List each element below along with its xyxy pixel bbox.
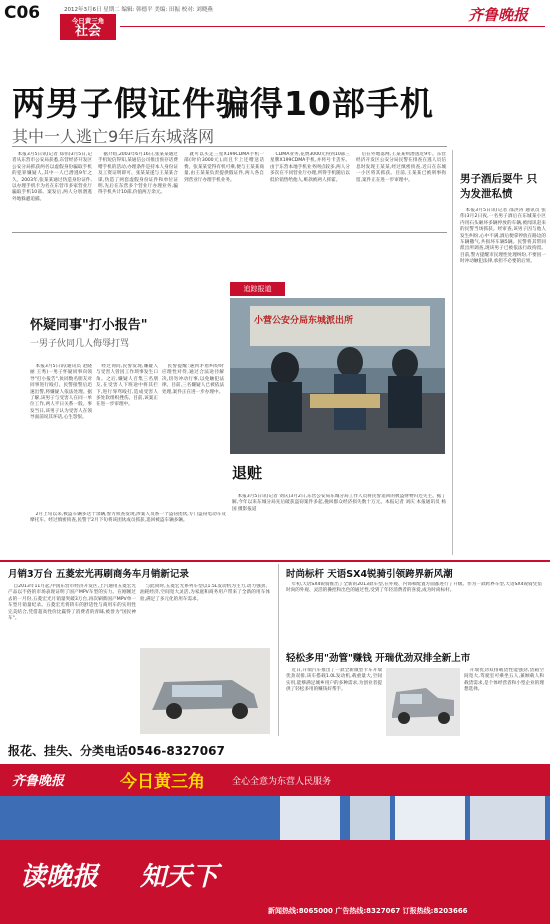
photo-side-text: 2月上旬以来,被盗车辆多达十余辆,警方侦查发现,涉案人员系一个盗窃团伙,专门盗窃电动车及摩托车。经过缜密侦查,民警于2月下旬将该团伙成员抓获,追回被盗车辆多辆。 bbox=[30, 512, 226, 524]
side-divider bbox=[452, 150, 453, 555]
second-headline: 怀疑同事"打小报告" bbox=[30, 318, 148, 333]
footer-hotlines: 新闻热线:8065000 广告热线:8327067 订报热线:8203666 bbox=[268, 907, 468, 915]
car-photo bbox=[140, 648, 270, 734]
bottom-right-body-2: 近日,开瑞汽车推出了一款全新微型卡车开瑞优劲双排,该车搭载1.0L发动机,载重量大,空间实用,能够满足城乡用户的多种需求,为创业者提供了轻松多用的赚钱好帮手。 bbox=[286, 668, 382, 693]
footer-slogan-left: 读晚报 bbox=[20, 862, 99, 892]
classified-ad-text: 报花、挂失、分类电话0546-8327067 bbox=[8, 744, 225, 758]
truck-photo bbox=[386, 668, 460, 736]
second-column-3: 民警提醒:遇到矛盾纠纷时应理性对待,通过合法途径解决,切勿冲动行事,以免触犯法律。目前,三名嫌疑人已被依法处理,案件正在进一步办理中。 bbox=[162, 364, 224, 395]
bottom-right-headline-1: 时尚标杆 天语SX4锐骑引领跨界新风潮 bbox=[286, 569, 453, 580]
lead-column-5: 后在外地落网,王某某则潜逃近9年。东营经济开发区公安分局民警在排查在逃人员信息时发现王某某,经过缜密侦查,近日在东城一小区将其抓获。目前,王某某已被刑事拘留,案件正在进一步审理中。 bbox=[356, 152, 446, 183]
lead-column-1: 本报3月5日讯(记者 郑伟)3月5日,记者从东营市公安局获悉,东营经济开发区公安分局抓获两名以虚假身份骗取手机的犯罪嫌疑人,其中一人已潜逃9年之久。2003年,张某某通过伪造身份证件,以办理手机卡为名在东营市多家营业厅骗取手机10部。案发后,两人分别潜逃外地躲避追捕。 bbox=[12, 152, 92, 202]
section-top-label: 今日黄三角 bbox=[71, 17, 105, 25]
bottom-left-body: 自2013年11月起,中国东营市经济开发区,上汽通用五菱宏光产品以不俗的市场表现证明了国产MPV车型的实力。在刚刚过去的一月份,五菱宏光月销量突破3万台,再次刷新国产MPV单一车型月销量纪录。五菱宏光将轿车的舒适性与商用车的实用性完美结合,凭借超高性价比赢得了消费者的青睐,被誉为"国民神车"。 bbox=[8, 584, 136, 622]
footer-slogan: 全心全意为东营人民服务 bbox=[232, 777, 332, 787]
bottom-right-body-3: 开瑞优劲双排载货性能强劲,货箱空间宽大,驾驶室可乘坐五人,兼顾载人和载货需求,是个体经营者和小型企业的理想选择。 bbox=[464, 668, 544, 693]
issue-meta: 2012年3月6日 星期二 编辑: 韩德平 美编: 田振 校对: 刘晓燕 bbox=[64, 7, 213, 13]
second-column-2: 经过询问,民警发现,嫌疑人与受害人曾因工作琐事发生口角。之后,嫌疑人召集三名朋友,在受害人下班途中将其拦下,进行辱骂殴打,造成受害人多处软组织挫伤。目前,该案正在进一步审理中。 bbox=[96, 364, 158, 408]
lead-rule bbox=[12, 146, 447, 147]
photo-building-text: 小营公安分局东城派出所 bbox=[254, 316, 354, 326]
footer-logo: 齐鲁晚报 bbox=[12, 774, 65, 789]
page-number: C06 bbox=[4, 3, 41, 23]
header-rule bbox=[120, 26, 545, 27]
second-rule bbox=[12, 232, 447, 233]
bottom-right-body-1: 年初,天语SX4锐骑推出了全新的2013款车型,在外观、内饰和配置方面都进行了升级。作为一款跨界车型,天语SX4锐骑凭借时尚的外观、灵活的操控和出色的通过性,受到了年轻消费者的喜爱,成为时尚标杆。 bbox=[286, 582, 542, 594]
photo-caption: 本报3月5日讯(记者 刘庆)3月2日,东营公安局东城分局工作人员将民警追回的被盗财物归还失主。据了解,今年以来东城分局先后破获盗窃案件多起,挽回群众经济损失数十万元。本报记者 刘庆 本报通讯员 杨国 摄影报道 bbox=[232, 494, 446, 512]
lead-column-4: CDMA业务,花费3000元得到10部三星牌X199CDMA手机,并将号卡丢弃。由于东营本地手机业务网点较多,两人分多次在不同营业厅办理,所得手机随后以低价销售给他人,赃款被两人挥霍。 bbox=[270, 152, 350, 183]
masthead-logo: 齐鲁晚报 bbox=[468, 6, 529, 24]
photo-caption-title: 退赃 bbox=[232, 464, 263, 482]
footer-slogan-right: 知天下 bbox=[140, 862, 219, 892]
bottom-left-body-2: 与此同时,五菱宏光系列车型以1.5L发动机为主力,动力强劲、油耗经济,空间宽大灵活,为家庭和商务用户带来了全新的用车体验,满足了多元化的用车需求。 bbox=[140, 584, 270, 602]
footer-banner-title: 今日黄三角 bbox=[120, 772, 205, 792]
section-label: 社会 bbox=[74, 24, 101, 39]
lead-column-2: 据介绍,2003年6月16日,张某某通过手机短信得知,某通信公司推出预存话费赠手机的活动,办理条件是持本人身份证及工资证明即可。张某某遂与王某某合谋,伪造了两套虚假身份证件和单位证明,先后在东营多个营业厅办理业务,骗得手机共计10部,价值两万余元。 bbox=[98, 152, 178, 196]
lead-headline: 两男子假证件骗得10部手机 bbox=[12, 84, 434, 123]
side-story-headline: 男子酒后耍牛 只为发泄私愤 bbox=[460, 173, 538, 200]
side-story-body: 本报3月5日讯(记者 邵洪涛 通讯员 张伟)3月2日夜,一名男子酒后在东城某小区内用石头砸坏多辆停放的车辆,被闻讯赶来的民警当场抓获。经审查,该男子因与他人发生纠纷,心中不满,酒后便拿停放在路边的车辆撒气,共损坏车辆5辆。民警将其带回派出所调查,现该男子已被依法行政拘留。目前,警方提醒市民理性处理纠纷,不要因一时冲动触犯法律,承担不必要的后果。 bbox=[460, 208, 546, 265]
bottom-divider bbox=[278, 564, 279, 736]
lead-column-3: 就可以买走三星X199CDMA手机一部(时价3000元),而且卡上还赠送话费。张某某觉得有机可乘,便与王某某商量,由王某某负责提供假证件,两人各自到营业厅办理手机业务。 bbox=[184, 152, 264, 183]
truck-graphic bbox=[386, 668, 460, 736]
photo-tag: 追踪报道 bbox=[230, 282, 285, 296]
second-column-1: 本报3月5日讯(通讯员 赵晓丽 王秀)一男子怀疑同事向领导"打小报告",伙同数名朋友对同事进行殴打。民警接警后迅速出警,将嫌疑人依法处理。据了解,该男子与受害人在同一单位工作,两人平日关系一般。事发当日,该男子认为受害人在领导面前说其坏话,心生怨恨。 bbox=[30, 364, 92, 421]
second-subhead: 一男子伙同几人侮辱打骂 bbox=[30, 339, 130, 349]
classified-ad-strip bbox=[0, 738, 550, 764]
news-photo bbox=[230, 298, 445, 454]
bottom-rule bbox=[0, 560, 550, 562]
bottom-left-headline: 月销3万台 五菱宏光再刷商务车月销新记录 bbox=[8, 569, 189, 580]
lead-subhead: 其中一人逃亡9年后东城落网 bbox=[12, 127, 215, 146]
section-tab bbox=[60, 14, 116, 40]
car-graphic bbox=[140, 648, 270, 734]
bottom-right-headline-2: 轻松多用"劲管"赚钱 开瑞优劲双排全新上市 bbox=[286, 653, 471, 664]
